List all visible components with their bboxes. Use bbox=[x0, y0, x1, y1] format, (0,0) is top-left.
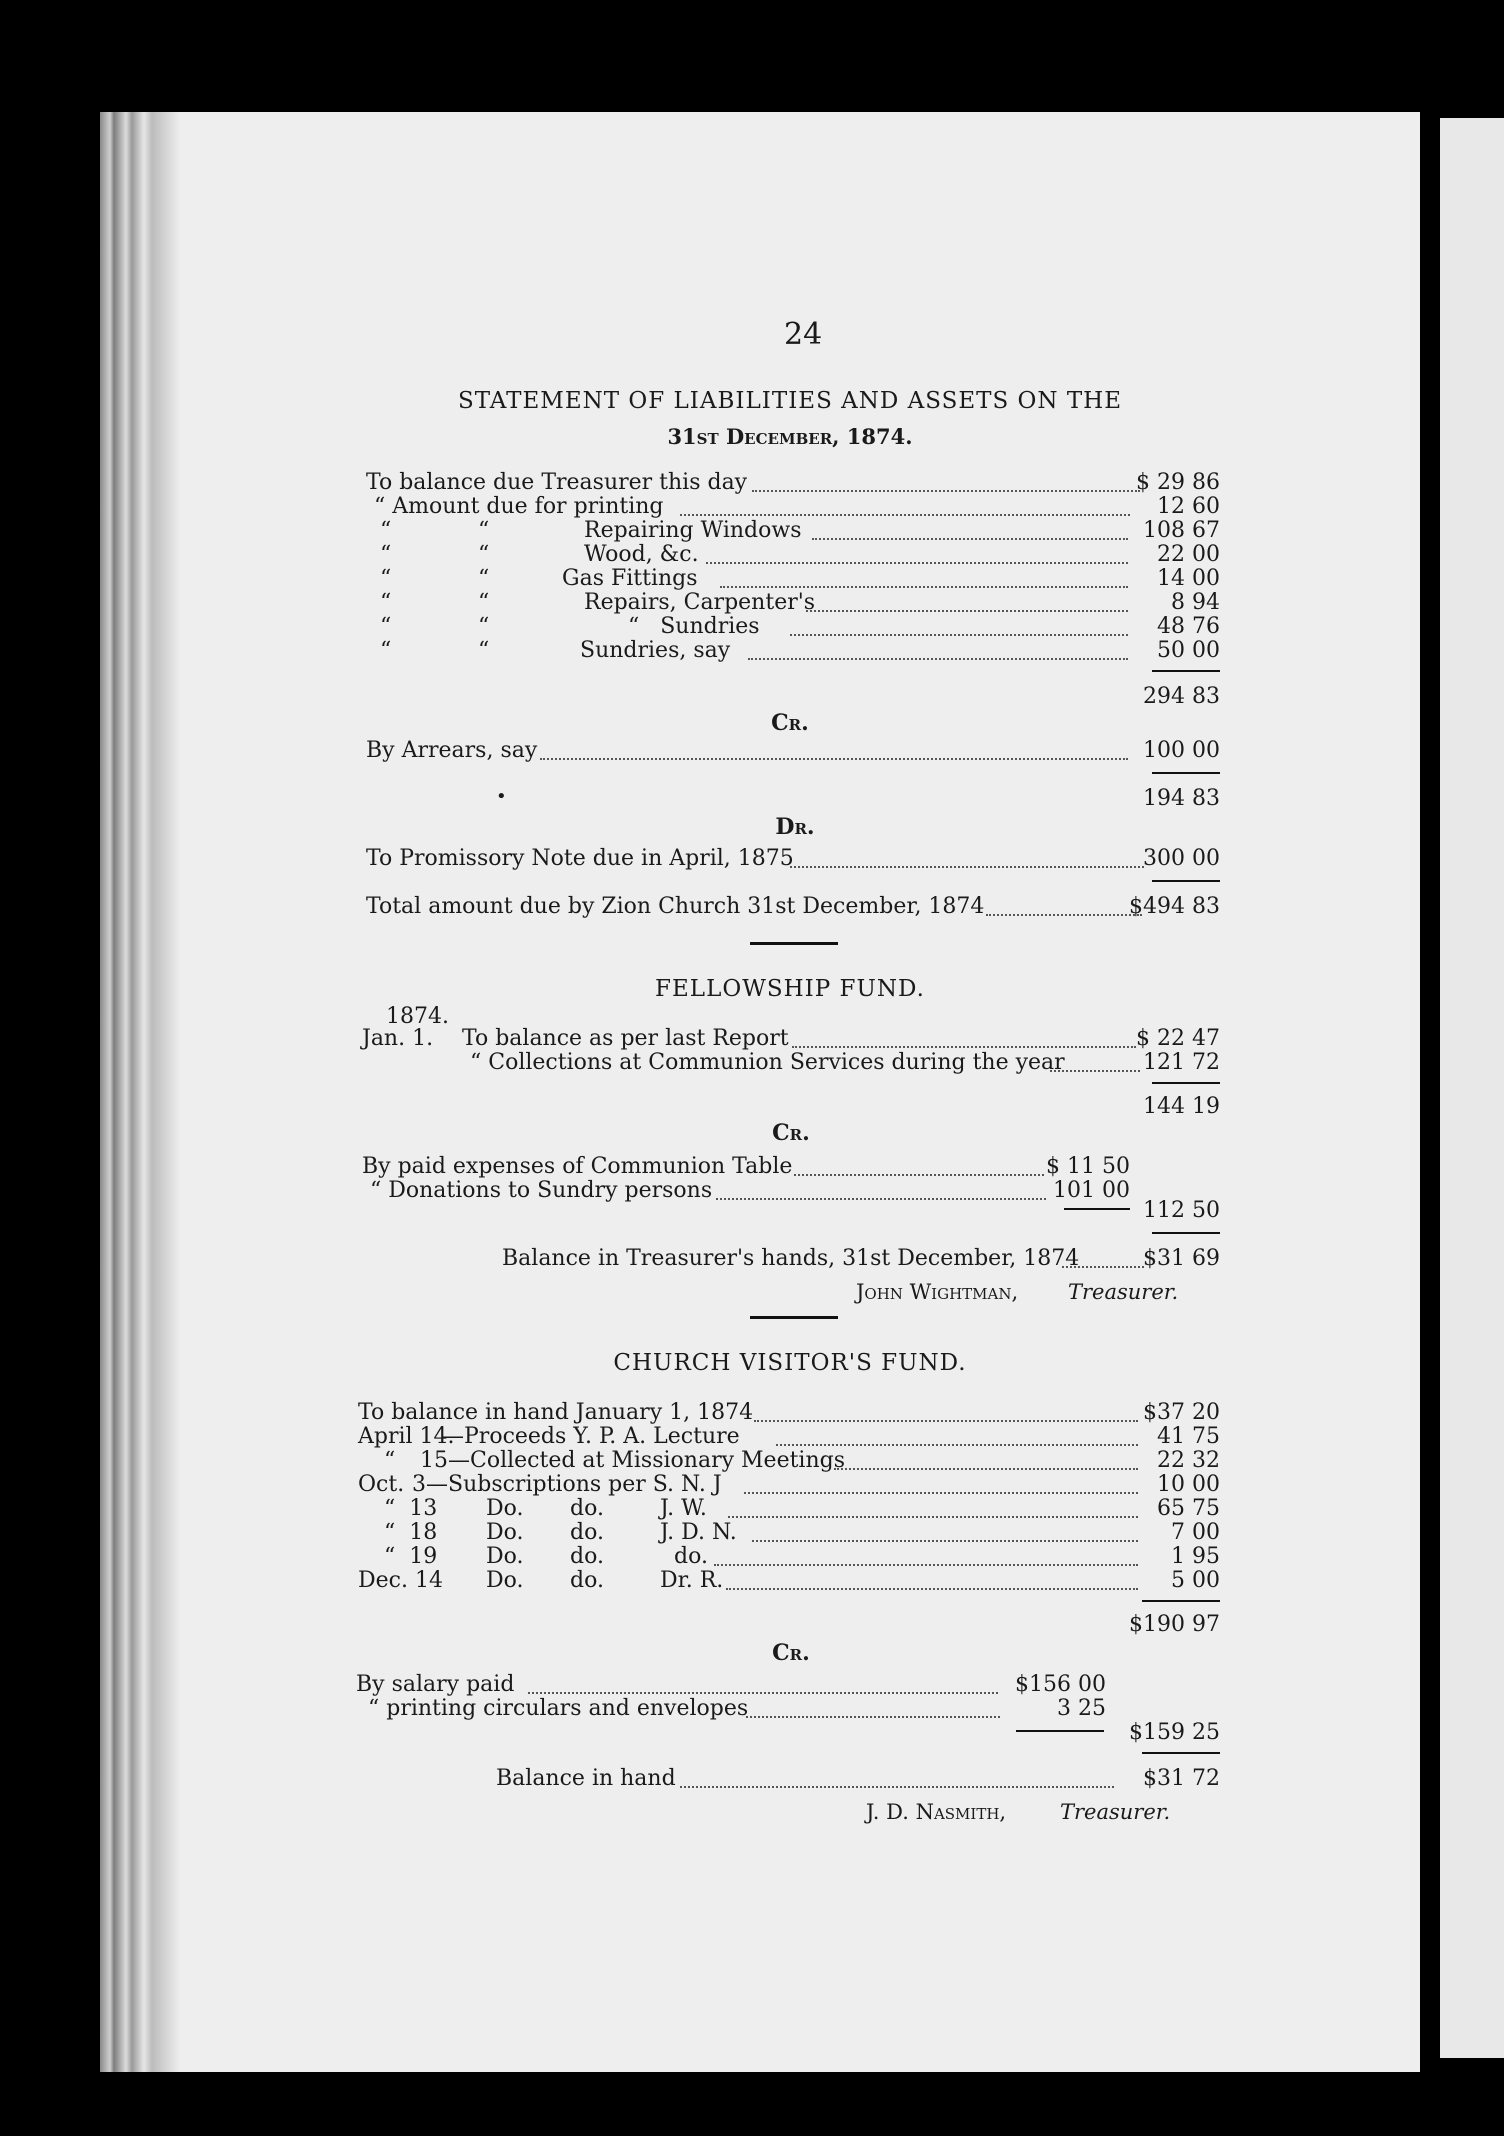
visitor-entry: do. bbox=[570, 1544, 604, 1569]
visitor-entry: J. W. bbox=[660, 1496, 707, 1521]
page-number: 24 bbox=[784, 317, 823, 352]
ditto-mark: “ bbox=[380, 614, 392, 639]
visitor-amount: $37 20 bbox=[1143, 1400, 1220, 1425]
leader-dots bbox=[714, 1564, 1138, 1566]
sum-rule bbox=[1152, 880, 1220, 882]
visitor-amount: 41 75 bbox=[1157, 1424, 1220, 1449]
liabilities-date: 31st December, 1874. bbox=[667, 424, 913, 449]
leader-dots bbox=[752, 490, 1140, 492]
visitor-amount: 10 00 bbox=[1157, 1472, 1220, 1497]
dr-amount: 300 00 bbox=[1143, 846, 1220, 871]
entry-date: Jan. 1. bbox=[362, 1026, 434, 1051]
leader-dots bbox=[812, 538, 1128, 540]
leader-dots bbox=[528, 1692, 998, 1694]
visitor-amount: 1 95 bbox=[1171, 1544, 1220, 1569]
liability-amount: 108 67 bbox=[1143, 518, 1220, 543]
liability-amount: $ 29 86 bbox=[1136, 470, 1220, 495]
fellowship-subtotal: 144 19 bbox=[1143, 1094, 1220, 1119]
leader-dots bbox=[716, 1198, 1046, 1200]
visitors-cr-total: $159 25 bbox=[1129, 1720, 1220, 1745]
visitors-title: CHURCH VISITOR'S FUND. bbox=[613, 1350, 967, 1376]
liability-amount: 22 00 bbox=[1157, 542, 1220, 567]
visitor-entry: 15—Collected at Missionary Meetings bbox=[420, 1448, 846, 1473]
fellowship-title: FELLOWSHIP FUND. bbox=[655, 976, 925, 1002]
leader-dots bbox=[776, 1444, 1138, 1446]
total-label: Total amount due by Zion Church 31st December, 1874 bbox=[366, 894, 985, 919]
ditto-mark: “ bbox=[380, 590, 392, 615]
visitors-cr-amount: $156 00 bbox=[1015, 1672, 1106, 1697]
entry-date: Oct. bbox=[358, 1472, 405, 1497]
liability-label: Repairing Windows bbox=[584, 518, 802, 543]
cr-label: By Arrears, say bbox=[366, 738, 538, 763]
fellowship-amount: $ 22 47 bbox=[1136, 1026, 1220, 1051]
leader-dots bbox=[680, 1786, 1114, 1788]
total-amount: $494 83 bbox=[1129, 894, 1220, 919]
fellowship-cr-amount: 101 00 bbox=[1053, 1178, 1130, 1203]
sum-rule bbox=[1142, 1600, 1220, 1602]
leader-dots bbox=[746, 1716, 1000, 1718]
entry-date: Dec. 14 bbox=[358, 1568, 443, 1593]
visitor-entry: Do. bbox=[486, 1496, 524, 1521]
leader-dots bbox=[728, 1516, 1138, 1518]
leader-dots bbox=[706, 562, 1128, 564]
ditto-mark: “ bbox=[380, 518, 392, 543]
fellowship-label: “ Collections at Communion Services during the year bbox=[470, 1050, 1065, 1075]
bullet-mark: • bbox=[496, 786, 507, 807]
sum-rule bbox=[1152, 1082, 1220, 1084]
sum-rule bbox=[1016, 1730, 1104, 1732]
visitor-entry: do. bbox=[570, 1520, 604, 1545]
entry-date: “ bbox=[384, 1448, 396, 1473]
visitor-entry: J. D. N. bbox=[660, 1520, 737, 1545]
ditto-mark: “ bbox=[380, 638, 392, 663]
leader-dots bbox=[834, 1468, 1138, 1470]
liabilities-balance: 194 83 bbox=[1143, 786, 1220, 811]
leader-dots bbox=[790, 634, 1128, 636]
sum-rule bbox=[1152, 670, 1220, 672]
cr-heading: Cr. bbox=[771, 710, 809, 736]
leader-dots bbox=[726, 1588, 1138, 1590]
visitor-amount: 5 00 bbox=[1171, 1568, 1220, 1593]
leader-dots bbox=[790, 866, 1144, 868]
liabilities-title: STATEMENT OF LIABILITIES AND ASSETS ON THE bbox=[457, 388, 1123, 414]
visitor-amount: 22 32 bbox=[1157, 1448, 1220, 1473]
leader-dots bbox=[752, 1540, 1138, 1542]
visitors-cr-amount: 3 25 bbox=[1057, 1696, 1106, 1721]
fellowship-label: To balance as per last Report bbox=[462, 1026, 789, 1051]
liabilities-subtotal: 294 83 bbox=[1143, 684, 1220, 709]
section-separator bbox=[750, 1316, 838, 1319]
fellowship-balance-amount: $31 69 bbox=[1143, 1246, 1220, 1271]
leader-dots bbox=[720, 586, 1128, 588]
liability-amount: 48 76 bbox=[1157, 614, 1220, 639]
fellowship-cr-label: By paid expenses of Communion Table bbox=[362, 1154, 793, 1179]
signature-title: Treasurer. bbox=[1068, 1280, 1179, 1304]
sum-rule bbox=[1152, 772, 1220, 774]
visitor-entry: do. bbox=[570, 1568, 604, 1593]
ditto-mark: “ bbox=[380, 566, 392, 591]
visitor-entry: —Proceeds Y. P. A. Lecture bbox=[442, 1424, 740, 1449]
liability-label: “ Sundries bbox=[628, 614, 760, 639]
visitors-cr-label: “ printing circulars and envelopes bbox=[368, 1696, 749, 1721]
visitor-entry: Do. bbox=[486, 1568, 524, 1593]
liability-amount: 8 94 bbox=[1171, 590, 1220, 615]
dr-label: To Promissory Note due in April, 1875 bbox=[366, 846, 794, 871]
cr-heading: Cr. bbox=[772, 1640, 810, 1666]
entry-date: April 14. bbox=[358, 1424, 455, 1449]
leader-dots bbox=[744, 1492, 1138, 1494]
leader-dots bbox=[754, 1420, 1138, 1422]
visitor-entry: 3—Subscriptions per S. N. J bbox=[412, 1472, 722, 1497]
visitor-amount: 7 00 bbox=[1171, 1520, 1220, 1545]
cr-heading: Cr. bbox=[772, 1120, 810, 1146]
leader-dots bbox=[748, 658, 1128, 660]
fellowship-amount: 121 72 bbox=[1143, 1050, 1220, 1075]
liability-label: “ Amount due for printing bbox=[374, 494, 664, 519]
signature-title: Treasurer. bbox=[1060, 1800, 1171, 1824]
section-separator bbox=[750, 942, 838, 945]
visitors-cr-label: By salary paid bbox=[356, 1672, 515, 1697]
liability-amount: 12 60 bbox=[1157, 494, 1220, 519]
entry-date: “ 19 bbox=[384, 1544, 438, 1569]
liability-label: Sundries, say bbox=[580, 638, 731, 663]
ditto-mark: “ bbox=[478, 614, 490, 639]
fellowship-cr-label: “ Donations to Sundry persons bbox=[370, 1178, 713, 1203]
leader-dots bbox=[540, 758, 1128, 760]
adjacent-page bbox=[1420, 0, 1504, 2136]
visitor-amount: 65 75 bbox=[1157, 1496, 1220, 1521]
sum-rule bbox=[1152, 1232, 1220, 1234]
dr-heading: Dr. bbox=[775, 814, 815, 840]
liability-label: Repairs, Carpenter's bbox=[584, 590, 816, 615]
ditto-mark: “ bbox=[478, 518, 490, 543]
ditto-mark: “ bbox=[478, 542, 490, 567]
visitor-entry: do. bbox=[570, 1496, 604, 1521]
leader-dots bbox=[792, 1046, 1136, 1048]
entry-date: “ 18 bbox=[384, 1520, 438, 1545]
leader-dots bbox=[806, 610, 1128, 612]
fellowship-cr-total: 112 50 bbox=[1143, 1198, 1220, 1223]
liability-label: Gas Fittings bbox=[562, 566, 698, 591]
liability-amount: 50 00 bbox=[1157, 638, 1220, 663]
signature-name: J. D. Nasmith, bbox=[866, 1800, 1007, 1824]
fellowship-cr-amount: $ 11 50 bbox=[1046, 1154, 1130, 1179]
cr-amount: 100 00 bbox=[1143, 738, 1220, 763]
ditto-mark: “ bbox=[478, 638, 490, 663]
ditto-mark: “ bbox=[380, 542, 392, 567]
visitor-entry: Do. bbox=[486, 1520, 524, 1545]
fellowship-balance-label: Balance in Treasurer's hands, 31st December, 1874 bbox=[502, 1246, 1080, 1271]
visitor-entry: Do. bbox=[486, 1544, 524, 1569]
page-edge bbox=[100, 112, 180, 2072]
visitor-entry: Dr. R. bbox=[660, 1568, 724, 1593]
visitors-subtotal: $190 97 bbox=[1129, 1612, 1220, 1637]
leader-dots bbox=[680, 514, 1130, 516]
visitor-entry: do. bbox=[674, 1544, 708, 1569]
signature-name: John Wightman, bbox=[856, 1280, 1019, 1304]
liability-label: Wood, &c. bbox=[584, 542, 699, 567]
liability-label: To balance due Treasurer this day bbox=[366, 470, 748, 495]
visitor-entry: To balance in hand January 1, 1874 bbox=[358, 1400, 754, 1425]
ditto-mark: “ bbox=[478, 590, 490, 615]
fellowship-year: 1874. bbox=[386, 1004, 449, 1029]
liability-amount: 14 00 bbox=[1157, 566, 1220, 591]
ditto-mark: “ bbox=[478, 566, 490, 591]
entry-date: “ 13 bbox=[384, 1496, 438, 1521]
visitors-balance-label: Balance in hand bbox=[496, 1766, 676, 1791]
sum-rule bbox=[1142, 1752, 1220, 1754]
visitors-balance-amount: $31 72 bbox=[1143, 1766, 1220, 1791]
leader-dots bbox=[794, 1174, 1044, 1176]
